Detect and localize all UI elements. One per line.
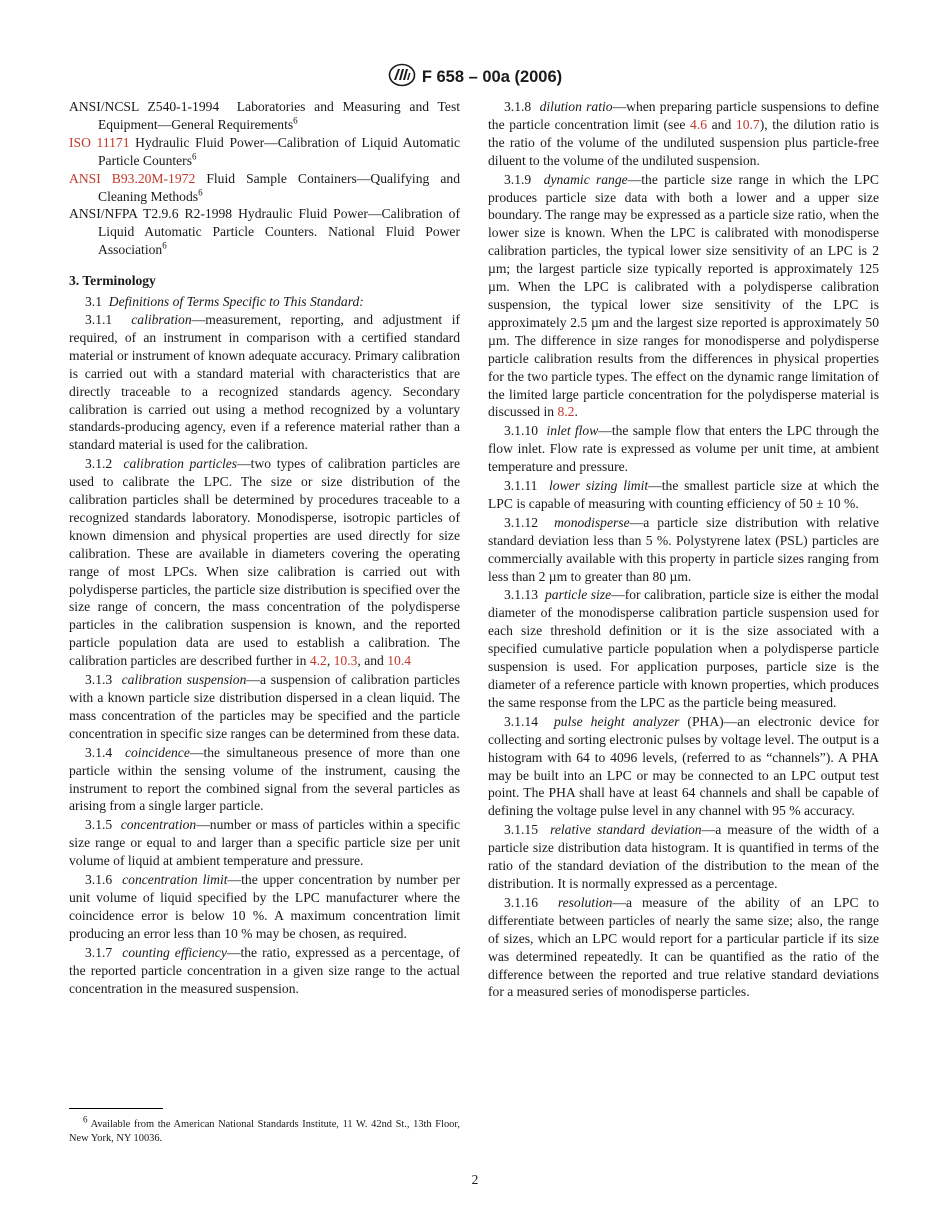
definition: 3.1.1 calibration—measurement, reporting, and adjustment if required, of an instrument in comparison with a certified standard material or instrument of known adequate accuracy. Primary calibration is carried out with a standard material with characteristics that are directly traceable to a recognized standards agency. Secondary calibration is carried out using a method recognized by a voluntary standards-producing agency, even if a reference material rather than a standard material is used for the calibration.: [69, 311, 460, 453]
section-link[interactable]: 10.7: [735, 116, 760, 132]
section-link[interactable]: 10.3: [333, 653, 358, 669]
definition: 3.1.6 concentration limit—the upper concentration by number per unit volume of liquid specified by the LPC manufacturer where the coincidence error is below 10 %. A maximum concentration limit producing an error less than 10 % may be chosen, as required.: [69, 872, 461, 941]
reference-item: ANSI/NFPA T2.9.6 R2-1998 Hydraulic Fluid Power—Calibration of Liquid Automatic Particle Counters. National Fluid Power Association$^6$: [69, 206, 460, 258]
definition: 3.1.4 coincidence—the simultaneous presence of more than one particle within the sensing volume of the instrument, causing the instrument to report the combined signal from the several particles as arising from a single larger particle.: [69, 744, 460, 814]
section-link[interactable]: 4.6: [690, 116, 708, 132]
reference-item: ANSI B93.20M-1972 Fluid Sample Containers—Qualifying and Cleaning Methods$^6$: [69, 170, 460, 204]
definition: 3.1.9 dynamic range—the particle size range in which the LPC produces particle size data with both a lower and a upper size boundary. The range may be expressed as a particle size ratio, when the lower size is known. When the LPC is calibrated with monodisperse calibration particles, the typical lower size sensitivity of an LPC is 2 µm; the largest particle size typically reported is approximately 125 µm. When the LPC is calibrated with a polydisperse calibration suspension, the typical lower size sensitivity of the LPC is approximately 2.5 µm and the largest size reported is approximately 50 µm. The difference in size ranges for monodisperse and polydisperse particle calibration results from the differences in physical properties for the two particle types. The effect on the dynamic range limitation of the limited large particle concentration for the polydisperse material is discussed in 8.2.: [488, 171, 879, 420]
definition: 3.1.13 particle size—for calibration, particle size is either the modal diameter of the monodisperse calibration particle suspension used for each size threshold definition or it is the size associated with a specified cumulative particle population when a polydisperse particle suspension is used. For application purposes, particle size is the diameter of a reference particle with known properties, which produces the same response from the LPC as the particle being measured.: [488, 587, 880, 710]
definition: 3.1.16 resolution—a measure of the ability of an LPC to differentiate between particles of nearly the same size; also, the range of sizes, which an LPC would report for a particular particle if its size was determined repeatedly. It can be quantified as the ratio of the difference between the reported and true relative standard deviations for a measured series of monodisperse particles.: [488, 894, 879, 1000]
definition: 3.1.14 pulse height analyzer (PHA)—an electronic device for collecting and sorting electronic pulses by voltage level. The output is a histogram with 64 to 4096 levels, (referred to as “channels”). A PHA may be built into an LPC or may be connected to an LPC output test point. The PHA shall have at least 64 channels and shall be capable of defining the voltage pulse level in any channel with 95 % accuracy.: [488, 713, 879, 819]
definition: 3.1.10 inlet flow—the sample flow that enters the LPC through the flow inlet. Flow rate is expressed as volume per unit time, at ambient temperature and pressure.: [488, 423, 879, 475]
definition: 3.1.12 monodisperse—a particle size distribution with relative standard deviation less than 5 %. Polystyrene latex (PSL) particles are commercially available with this property in particle sizes ranging from less than 2 µm to greater than 80 µm.: [488, 514, 879, 584]
left-column: [69, 98, 460, 997]
definition: 3.1.3 calibration suspension—a suspension of calibration particles with a known particle size distribution dispersed in a clean liquid. The mass concentration of the particles may be specified and the particle concentration in specific size ranges can be determined from these data.: [69, 672, 461, 741]
footnote: $^6$ Available from the American National Standards Institute, 11 W. 42nd St., 13th Floor, New York, NY 10036.: [69, 1114, 460, 1144]
footnote-divider: [69, 1108, 163, 1109]
definition: 3.1.5 concentration—number or mass of particles within a specific size range or equal to and larger than a specific particle size per unit volume of liquid at ambient temperature and pressure.: [69, 817, 460, 869]
definition: 3.1.8 dilution ratio—when preparing particle suspensions to define the particle concentration limit (see 4.6 and 10.7), the dilution ratio is the ratio of the volume of the undiluted suspension plus particle-free diluent to the volume of the undiluted suspension.: [488, 99, 879, 168]
reference-item: ANSI/NCSL Z540-1-1994 Laboratories and Measuring and Test Equipment—General Requirements$^6$: [69, 99, 461, 132]
right-column: [488, 98, 879, 1001]
definition: 3.1.15 relative standard deviation—a measure of the width of a particle size distribution data histogram. It is quantified in terms of the ratio of the standard deviation of the distribution to the mean of the distribution. It is normally expressed as a percentage.: [488, 822, 880, 891]
astm-logo-icon: [388, 63, 416, 92]
page-number: 2: [471, 1172, 479, 1187]
definition: 3.1.11 lower sizing limit—the smallest particle size at which the LPC is capable of measuring with counting efficiency of 50 ± 10 %.: [488, 478, 880, 511]
definition: 3.1.2 calibration particles—two types of calibration particles are used to calibrate the LPC. The size or size distribution of the calibration particles shall be determined by procedures traceable to a recognized standards laboratory. Monodisperse, isotropic particles of known dimension and physical properties are used directly for size calibration. These are available in diameters covering the operating range of most LPCs. When size calibration is carried out with polydisperse particles, the particle size distribution is specified over the size range of concern, the mass concentration of the polydisperse particles in the calibration suspension is known, and the reported particle population data are used to establish a calibration. The calibration particles are described further in 4.2, 10.3, and 10.4: [69, 456, 460, 669]
page-header: [0, 63, 950, 92]
section-heading: 3. Terminology: [69, 273, 156, 289]
reference-link[interactable]: ANSI B93.20M-1972: [69, 170, 196, 186]
section-link[interactable]: 4.2: [309, 653, 327, 669]
definition-heading: 3.1 Definitions of Terms Specific to This Standard:: [85, 294, 364, 310]
document-title: F 658 – 00a (2006): [421, 68, 563, 86]
reference-item: ISO 11171 Hydraulic Fluid Power—Calibration of Liquid Automatic Particle Counters$^6$: [69, 134, 461, 168]
definition: 3.1.7 counting efficiency—the ratio, expressed as a percentage, of the reported particle concentration in a given size range to the actual concentration in the measured suspension.: [69, 944, 460, 996]
section-link[interactable]: 10.4: [387, 653, 412, 669]
reference-link[interactable]: ISO 11171: [69, 134, 130, 150]
section-link[interactable]: 8.2: [557, 404, 575, 420]
